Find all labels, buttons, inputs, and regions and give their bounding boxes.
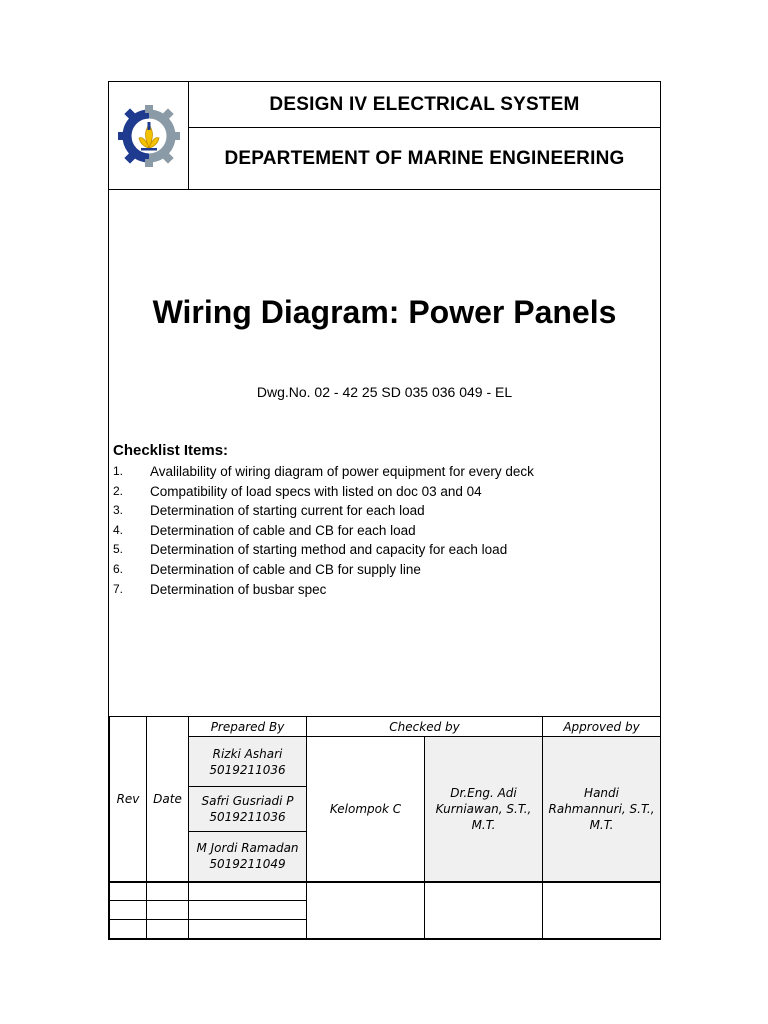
checklist-item bbox=[113, 482, 653, 502]
checked-by-label: Checked by bbox=[307, 717, 543, 737]
revision-date-cell bbox=[147, 901, 189, 920]
checklist-item bbox=[113, 501, 653, 521]
revision-checked-cell bbox=[425, 882, 543, 939]
preparer-name: M Jordi Ramadan 5019211049 bbox=[189, 832, 307, 882]
document-title: Wiring Diagram: Power Panels bbox=[152, 294, 617, 330]
preparer-name: Rizki Ashari 5019211036 bbox=[189, 737, 307, 787]
revision-checked-cell bbox=[307, 882, 425, 939]
checklist-item-text: Determination of cable and CB for each load bbox=[150, 522, 416, 538]
revision-cell bbox=[110, 882, 147, 901]
checklist-heading: Checklist Items: bbox=[113, 442, 229, 459]
checklist-item-number: 7. bbox=[113, 581, 124, 596]
document-page bbox=[108, 81, 661, 940]
checklist-item-number: 6. bbox=[113, 561, 124, 576]
course-title: DESIGN IV ELECTRICAL SYSTEM bbox=[189, 82, 660, 128]
checker-name: Dr.Eng. Adi Kurniawan, S.T., M.T. bbox=[425, 737, 543, 882]
revision-date-cell bbox=[147, 882, 189, 901]
rev-label: Rev bbox=[110, 717, 147, 882]
drawing-number: Dwg.No. 02 - 42 25 SD 035 036 049 - EL bbox=[256, 384, 513, 400]
checklist-item-number: 1. bbox=[113, 464, 124, 478]
revision-cell bbox=[110, 901, 147, 920]
checklist-item bbox=[113, 580, 653, 600]
checklist-item bbox=[113, 540, 653, 560]
checklist-item-text: Compatibility of load specs with listed on doc 03 and 04 bbox=[150, 483, 482, 499]
revision-prepared-cell bbox=[189, 901, 307, 920]
title-block-header bbox=[109, 82, 660, 190]
checklist-item-text: Determination of busbar spec bbox=[150, 581, 327, 597]
revision-cell bbox=[110, 920, 147, 939]
approver-name: Handi Rahmannuri, S.T., M.T. bbox=[543, 737, 661, 882]
checklist-item-text: Determination of starting current for each load bbox=[150, 503, 425, 519]
revision-approved-cell bbox=[543, 882, 661, 939]
revision-date-cell bbox=[147, 920, 189, 939]
checklist-item-text: Determination of cable and CB for supply line bbox=[150, 561, 421, 577]
checklist-item-number: 3. bbox=[113, 503, 124, 518]
approved-by-label: Approved by bbox=[543, 717, 661, 737]
institution-emblem-icon bbox=[117, 104, 181, 168]
revision-prepared-cell bbox=[189, 920, 307, 939]
checker-name: Kelompok C bbox=[307, 737, 425, 882]
department-title: DEPARTEMENT OF MARINE ENGINEERING bbox=[224, 147, 625, 169]
preparer-name: Safri Gusriadi P 5019211036 bbox=[189, 787, 307, 832]
checklist-item-text: Avalilability of wiring diagram of power equipment for every deck bbox=[150, 464, 534, 479]
checklist-item bbox=[113, 560, 653, 580]
prepared-by-label: Prepared By bbox=[189, 717, 307, 737]
checklist-item bbox=[113, 521, 653, 541]
checklist-item-number: 2. bbox=[113, 483, 124, 498]
checklist bbox=[113, 462, 653, 599]
checklist-item-text: Determination of starting method and capacity for each load bbox=[150, 542, 508, 558]
checklist-item bbox=[113, 462, 653, 482]
checklist-item-number: 4. bbox=[113, 522, 124, 537]
signature-block bbox=[109, 716, 661, 940]
revision-prepared-cell bbox=[189, 882, 307, 901]
date-label: Date bbox=[147, 717, 189, 882]
checklist-item-number: 5. bbox=[113, 542, 124, 557]
logo-cell bbox=[109, 82, 189, 189]
